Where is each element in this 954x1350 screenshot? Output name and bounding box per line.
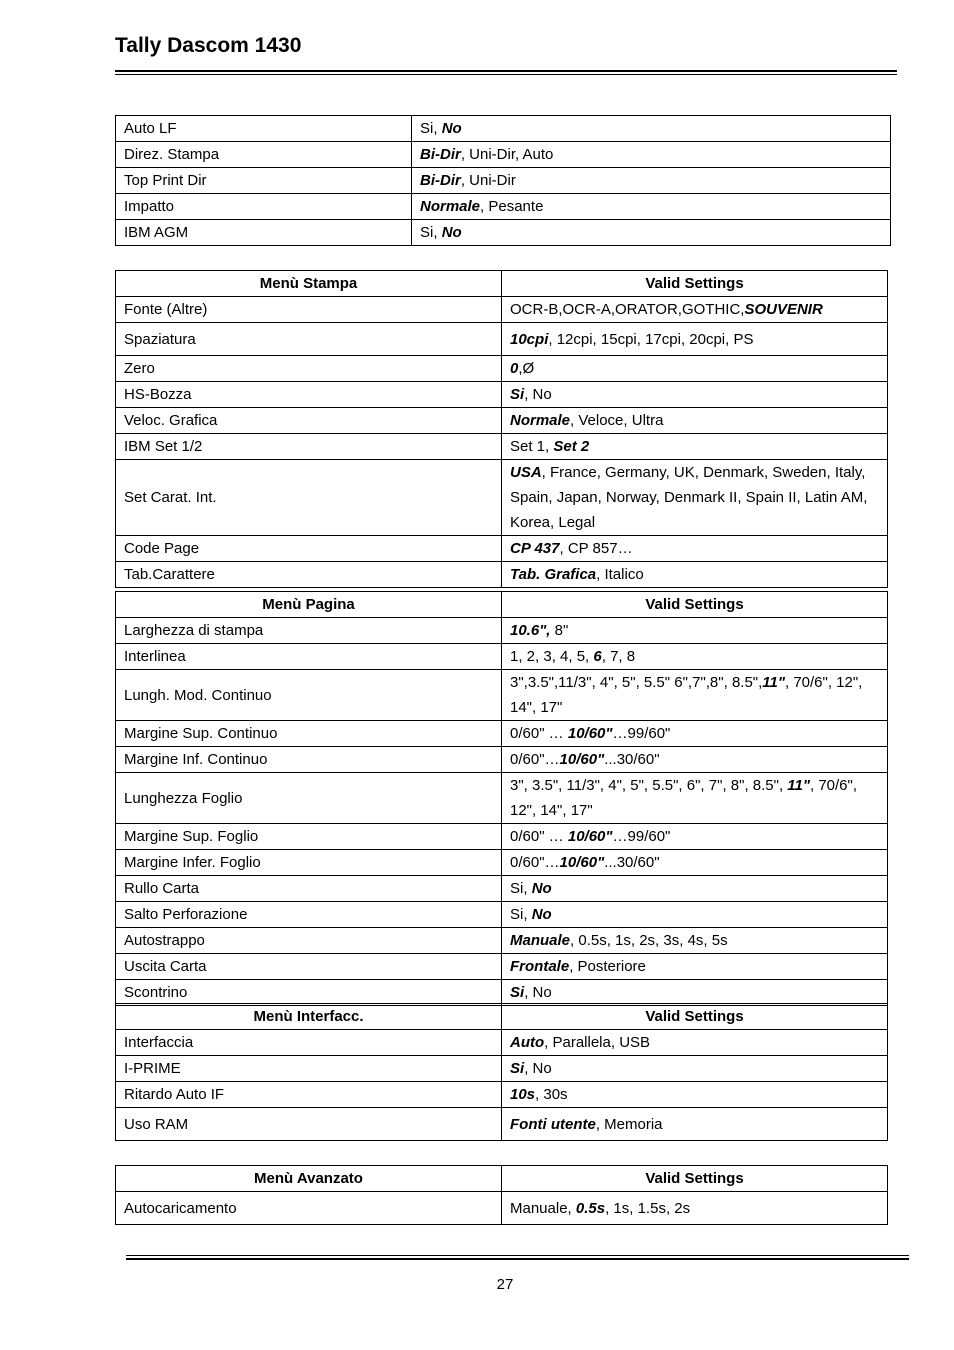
page-number: 27 bbox=[496, 1276, 514, 1293]
setting-values bbox=[502, 618, 888, 644]
table-row bbox=[116, 382, 888, 408]
setting-values bbox=[502, 824, 888, 850]
default-value: 10s bbox=[510, 1086, 536, 1103]
table-row bbox=[116, 168, 891, 194]
setting-values bbox=[502, 297, 888, 323]
default-value: No bbox=[441, 224, 462, 241]
option-text: Set 1, bbox=[510, 438, 554, 455]
settings-table-menu-stampa bbox=[115, 270, 888, 588]
table-row bbox=[116, 980, 888, 1006]
table-row bbox=[116, 116, 891, 142]
default-value: Manuale bbox=[510, 932, 571, 949]
default-value: Si bbox=[510, 1060, 525, 1077]
setting-values bbox=[502, 1056, 888, 1082]
table-row bbox=[116, 850, 888, 876]
setting-label: Autocaricamento bbox=[116, 1192, 502, 1225]
default-value: SOUVENIR bbox=[744, 301, 823, 318]
option-text: , 70/6", 12", 14", 17" bbox=[510, 674, 863, 716]
option-text: , Italico bbox=[596, 566, 644, 583]
setting-label: Uscita Carta bbox=[116, 954, 502, 980]
setting-label: Interlinea bbox=[116, 644, 502, 670]
table-row bbox=[116, 721, 888, 747]
setting-label: Tab.Carattere bbox=[116, 562, 502, 588]
table-row bbox=[116, 323, 888, 356]
option-text: OCR-B,OCR-A,ORATOR,GOTHIC, bbox=[510, 301, 745, 318]
column-header-valid-settings: Valid Settings bbox=[502, 1166, 888, 1192]
column-header-menu: Menù Pagina bbox=[116, 592, 502, 618]
option-text: , Parallela, USB bbox=[544, 1034, 651, 1051]
table-row bbox=[116, 1030, 888, 1056]
setting-values bbox=[502, 928, 888, 954]
table-row bbox=[116, 876, 888, 902]
default-value: CP 437 bbox=[510, 540, 560, 557]
default-value: 10.6", bbox=[510, 622, 551, 639]
setting-label: Margine Inf. Continuo bbox=[116, 747, 502, 773]
table-row bbox=[116, 220, 891, 246]
table-row bbox=[116, 824, 888, 850]
setting-values bbox=[502, 562, 888, 588]
setting-label: Margine Sup. Continuo bbox=[116, 721, 502, 747]
setting-label: Direz. Stampa bbox=[116, 142, 412, 168]
setting-label: Fonte (Altre) bbox=[116, 297, 502, 323]
option-text: Si, bbox=[510, 906, 532, 923]
setting-values bbox=[502, 644, 888, 670]
default-value: Normale bbox=[420, 198, 481, 215]
setting-values bbox=[502, 670, 888, 721]
option-text: , France, Germany, UK, Denmark, Sweden, Italy, Spain, Japan, Norway, Denmark II, Spain II, Latin AM, Korea, Legal bbox=[510, 464, 868, 531]
setting-values bbox=[502, 323, 888, 356]
table-row bbox=[116, 773, 888, 824]
page-title: Tally Dascom 1430 bbox=[115, 34, 302, 57]
default-value: Fonti utente bbox=[510, 1115, 596, 1133]
default-value: Bi-Dir bbox=[420, 172, 461, 189]
default-value: 10cpi bbox=[510, 330, 549, 348]
setting-label: Zero bbox=[116, 356, 502, 382]
table-row bbox=[116, 1082, 888, 1108]
setting-values bbox=[502, 382, 888, 408]
table-row bbox=[116, 562, 888, 588]
option-text: 3",3.5",11/3", 4", 5", 5.5" 6",7",8", 8.5", bbox=[510, 674, 763, 691]
default-value: Set 2 bbox=[553, 438, 590, 455]
default-value: 11" bbox=[762, 674, 785, 691]
setting-label: Lungh. Mod. Continuo bbox=[116, 670, 502, 721]
setting-label: Spaziatura bbox=[116, 323, 502, 356]
option-text: , Pesante bbox=[480, 198, 544, 215]
default-value: No bbox=[441, 120, 462, 137]
setting-values bbox=[502, 850, 888, 876]
column-header-valid-settings: Valid Settings bbox=[502, 271, 888, 297]
setting-label: Interfaccia bbox=[116, 1030, 502, 1056]
option-text: ...30/60" bbox=[604, 751, 660, 768]
settings-table-menu-pagina bbox=[115, 591, 888, 1006]
option-text: ...30/60" bbox=[604, 854, 660, 871]
default-value: Normale bbox=[510, 412, 571, 429]
setting-label: Code Page bbox=[116, 536, 502, 562]
table-row bbox=[116, 644, 888, 670]
settings-table-menu-interfacc bbox=[115, 1003, 888, 1141]
setting-label: Ritardo Auto IF bbox=[116, 1082, 502, 1108]
option-text: , 70/6", 12", 14", 17" bbox=[510, 777, 858, 819]
option-text: , Uni-Dir, Auto bbox=[460, 146, 554, 163]
default-value: No bbox=[531, 880, 552, 897]
table-row bbox=[116, 1108, 888, 1141]
setting-label: Impatto bbox=[116, 194, 412, 220]
setting-values bbox=[502, 434, 888, 460]
setting-label: Margine Infer. Foglio bbox=[116, 850, 502, 876]
setting-values bbox=[412, 168, 891, 194]
option-text: ,Ø bbox=[518, 360, 535, 377]
default-value: Si bbox=[510, 984, 525, 1001]
table-header-row bbox=[116, 1166, 888, 1192]
setting-label: I-PRIME bbox=[116, 1056, 502, 1082]
table-header-row bbox=[116, 592, 888, 618]
default-value: No bbox=[531, 906, 552, 923]
table-row bbox=[116, 902, 888, 928]
option-text: …99/60" bbox=[612, 725, 671, 742]
table-row bbox=[116, 460, 888, 536]
setting-values bbox=[412, 116, 891, 142]
default-value: 0.5s bbox=[575, 1199, 606, 1217]
column-header-valid-settings: Valid Settings bbox=[502, 1004, 888, 1030]
option-text: 0/60" … bbox=[510, 725, 568, 742]
option-text: , Uni-Dir bbox=[460, 172, 516, 189]
setting-label: Rullo Carta bbox=[116, 876, 502, 902]
default-value: USA bbox=[510, 464, 542, 481]
setting-values bbox=[502, 1108, 888, 1141]
table-row bbox=[116, 1192, 888, 1225]
setting-values bbox=[502, 536, 888, 562]
table-row bbox=[116, 297, 888, 323]
setting-label: IBM AGM bbox=[116, 220, 412, 246]
table-row bbox=[116, 670, 888, 721]
column-header-menu: Menù Interfacc. bbox=[116, 1004, 502, 1030]
setting-values bbox=[502, 1192, 888, 1225]
option-text: Si, bbox=[420, 224, 442, 241]
default-value: Bi-Dir bbox=[420, 146, 461, 163]
header-rule bbox=[115, 70, 897, 75]
setting-label: Auto LF bbox=[116, 116, 412, 142]
option-text: , No bbox=[524, 984, 552, 1001]
table-row bbox=[116, 1056, 888, 1082]
option-text: …99/60" bbox=[612, 828, 671, 845]
option-text: , CP 857… bbox=[559, 540, 633, 557]
option-text: , 12cpi, 15cpi, 17cpi, 20cpi, PS bbox=[548, 330, 754, 348]
default-value: 6 bbox=[593, 648, 602, 665]
default-value: Tab. Grafica bbox=[510, 566, 597, 583]
option-text: 3", 3.5", 11/3", 4", 5", 5.5", 6", 7", 8", 8.5", bbox=[510, 777, 788, 794]
setting-label: Top Print Dir bbox=[116, 168, 412, 194]
setting-values bbox=[502, 902, 888, 928]
setting-values bbox=[502, 773, 888, 824]
setting-values bbox=[502, 954, 888, 980]
option-text: 0/60"… bbox=[510, 751, 560, 768]
setting-label: HS-Bozza bbox=[116, 382, 502, 408]
column-header-menu: Menù Avanzato bbox=[116, 1166, 502, 1192]
option-text: , 30s bbox=[535, 1086, 568, 1103]
footer-rule bbox=[126, 1255, 909, 1260]
table-row bbox=[116, 747, 888, 773]
setting-label: Veloc. Grafica bbox=[116, 408, 502, 434]
option-text: , No bbox=[524, 1060, 552, 1077]
setting-values bbox=[502, 721, 888, 747]
settings-table-menu-avanzato bbox=[115, 1165, 888, 1225]
setting-values bbox=[502, 408, 888, 434]
setting-values bbox=[502, 1030, 888, 1056]
default-value: 10/60" bbox=[559, 751, 605, 768]
setting-values bbox=[502, 876, 888, 902]
setting-values bbox=[412, 220, 891, 246]
setting-values bbox=[502, 356, 888, 382]
table-header-row bbox=[116, 271, 888, 297]
column-header-menu: Menù Stampa bbox=[116, 271, 502, 297]
table-header-row bbox=[116, 1004, 888, 1030]
setting-label: Larghezza di stampa bbox=[116, 618, 502, 644]
default-value: 10/60" bbox=[567, 725, 613, 742]
setting-values bbox=[502, 747, 888, 773]
table-row bbox=[116, 954, 888, 980]
default-value: Si bbox=[510, 386, 525, 403]
setting-values bbox=[502, 980, 888, 1006]
option-text: Si, bbox=[510, 880, 532, 897]
setting-label: IBM Set 1/2 bbox=[116, 434, 502, 460]
column-header-valid-settings: Valid Settings bbox=[502, 592, 888, 618]
setting-label: Margine Sup. Foglio bbox=[116, 824, 502, 850]
default-value: 11" bbox=[787, 777, 810, 794]
table-row bbox=[116, 536, 888, 562]
option-text: , 7, 8 bbox=[601, 648, 636, 665]
option-text: , 0.5s, 1s, 2s, 3s, 4s, 5s bbox=[570, 932, 728, 949]
table-row bbox=[116, 618, 888, 644]
setting-label: Set Carat. Int. bbox=[116, 460, 502, 536]
default-value: Frontale bbox=[510, 958, 570, 975]
option-text: , Memoria bbox=[595, 1115, 663, 1133]
setting-label: Salto Perforazione bbox=[116, 902, 502, 928]
option-text: , Posteriore bbox=[569, 958, 646, 975]
default-value: 10/60" bbox=[559, 854, 605, 871]
setting-label: Uso RAM bbox=[116, 1108, 502, 1141]
setting-values bbox=[502, 1082, 888, 1108]
setting-values bbox=[502, 460, 888, 536]
option-text: 0/60" … bbox=[510, 828, 568, 845]
setting-label: Scontrino bbox=[116, 980, 502, 1006]
table-row bbox=[116, 434, 888, 460]
option-text: 0/60"… bbox=[510, 854, 560, 871]
option-text: , 1s, 1.5s, 2s bbox=[605, 1199, 691, 1217]
table-row bbox=[116, 408, 888, 434]
default-value: 10/60" bbox=[567, 828, 613, 845]
option-text: 1, 2, 3, 4, 5, bbox=[510, 648, 594, 665]
option-text: Si, bbox=[420, 120, 442, 137]
option-text: 8" bbox=[550, 622, 569, 639]
table-row bbox=[116, 356, 888, 382]
option-text: Manuale, bbox=[510, 1199, 576, 1217]
default-value: 0 bbox=[510, 360, 519, 377]
table-row bbox=[116, 142, 891, 168]
settings-table-general bbox=[115, 115, 891, 246]
setting-label: Lunghezza Foglio bbox=[116, 773, 502, 824]
option-text: , No bbox=[524, 386, 552, 403]
option-text: , Veloce, Ultra bbox=[570, 412, 664, 429]
default-value: Auto bbox=[510, 1034, 545, 1051]
table-row bbox=[116, 928, 888, 954]
setting-values bbox=[412, 194, 891, 220]
setting-values bbox=[412, 142, 891, 168]
setting-label: Autostrappo bbox=[116, 928, 502, 954]
table-row bbox=[116, 194, 891, 220]
